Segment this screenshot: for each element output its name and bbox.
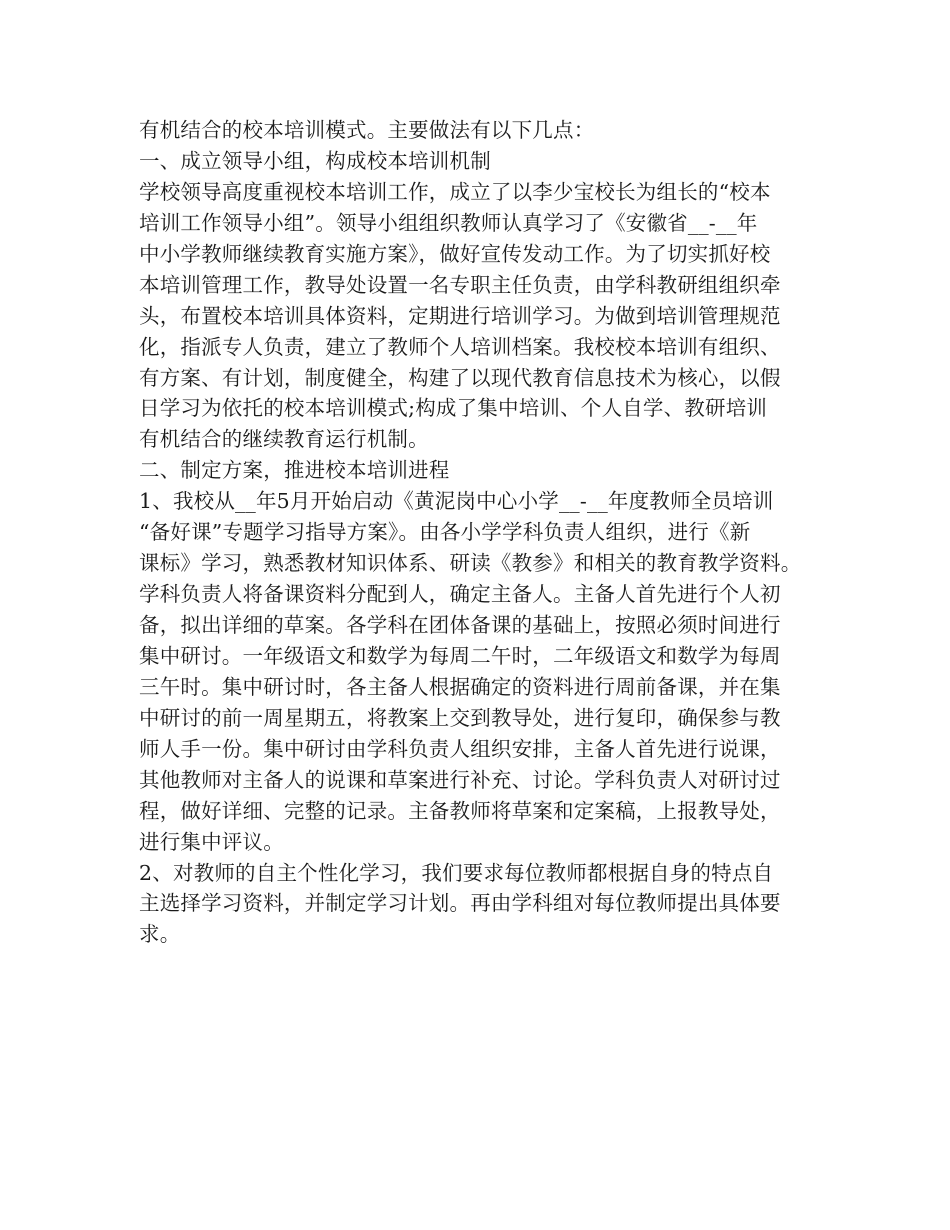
text-line: 主选择学习资料，并制定学习计划。再由学科组对每位教师提出具体要 bbox=[139, 891, 781, 916]
text-line: 课标》学习，熟悉教材知识体系、研读《教参》和相关的教育教学资料。 bbox=[139, 551, 802, 576]
text-line: 求。 bbox=[139, 922, 181, 947]
text-line: 2、对教师的自主个性化学习，我们要求每位教师都根据自身的特点自 bbox=[139, 860, 774, 885]
text-line: 培训工作领导小组”。领导小组组织教师认真学习了《安徽省__-__年 bbox=[139, 210, 758, 235]
text-line: 进行集中评议。 bbox=[139, 829, 284, 854]
text-line: 中研讨的前一周星期五，将教案上交到教导处，进行复印，确保参与教 bbox=[139, 705, 781, 730]
text-line: 化，指派专人负责，建立了教师个人培训档案。我校校本培训有组织、 bbox=[139, 334, 781, 359]
text-line: 日学习为依托的校本培训模式;构成了集中培训、个人自学、教研培训 bbox=[139, 396, 768, 421]
body-text bbox=[139, 115, 829, 950]
text-line: 程，做好详细、完整的记录。主备教师将草案和定案稿，上报教导处， bbox=[139, 798, 781, 823]
text-line: 师人手一份。集中研讨由学科负责人组织安排，主备人首先进行说课， bbox=[139, 736, 781, 761]
text-line: 头，布置校本培训具体资料，定期进行培训学习。为做到培训管理规范 bbox=[139, 303, 781, 328]
text-line: 本培训管理工作，教导处设置一名专职主任负责，由学科教研组组织牵 bbox=[139, 272, 781, 297]
text-line: 备，拟出详细的草案。各学科在团体备课的基础上，按照必须时间进行 bbox=[139, 613, 781, 637]
text-line: 有机结合的校本培训模式。主要做法有以下几点： bbox=[139, 118, 595, 142]
text-line: 有机结合的继续教育运行机制。 bbox=[139, 427, 429, 452]
text-line: 集中研讨。一年级语文和数学为每周二午时，二年级语文和数学为每周 bbox=[139, 643, 781, 668]
text-line: 中小学教师继续教育实施方案》，做好宣传发动工作。为了切实抓好校 bbox=[139, 241, 771, 266]
section-heading: 二、制定方案，推进校本培训进程 bbox=[139, 458, 450, 483]
text-line: “备好课”专题学习指导方案》。由各小学学科负责人组织，进行《新 bbox=[139, 520, 751, 545]
text-line: 学科负责人将备课资料分配到人，确定主备人。主备人首先进行个人初 bbox=[139, 582, 781, 607]
section-heading: 一、成立领导小组，构成校本培训机制 bbox=[139, 148, 491, 173]
text-line: 其他教师对主备人的说课和草案进行补充、讨论。学科负责人对研讨过 bbox=[139, 767, 781, 792]
text-line: 1、我校从__年5月开始启动《黄泥岗中心小学__-__年度教师全员培训 bbox=[139, 489, 774, 514]
text-line: 学校领导高度重视校本培训工作，成立了以李少宝校长为组长的“校本 bbox=[139, 179, 771, 204]
text-line: 三午时。集中研讨时，各主备人根据确定的资料进行周前备课，并在集 bbox=[139, 674, 781, 699]
text-line: 有方案、有计划，制度健全，构建了以现代教育信息技术为核心，以假 bbox=[139, 365, 781, 390]
